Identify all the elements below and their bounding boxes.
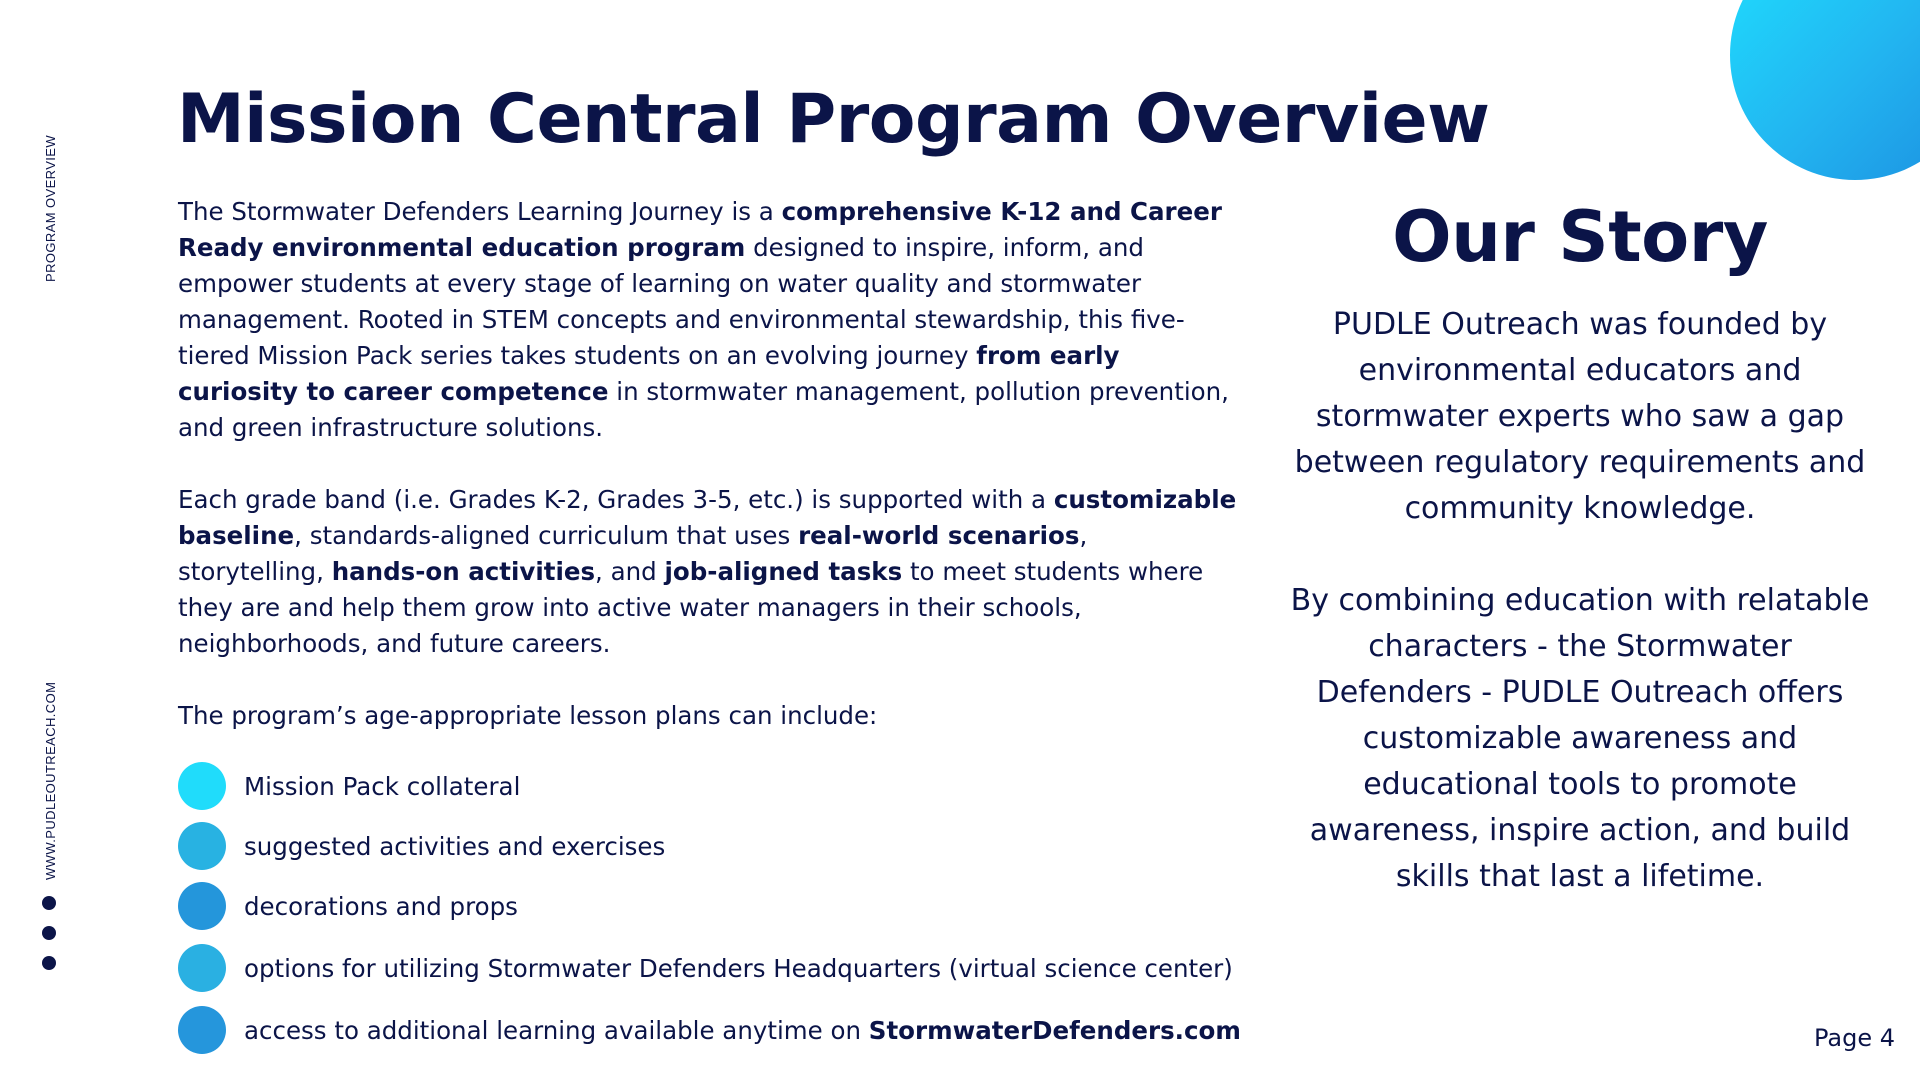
bold-text: from early curiosity to career competence <box>178 341 1120 406</box>
story-title: Our Story <box>1392 196 1768 278</box>
list-item <box>178 1006 1318 1054</box>
text-run: , storytelling, <box>178 521 1088 586</box>
story-text <box>1290 302 1870 946</box>
overview-paragraph-3: The program’s age-appropriate lesson plans can include: <box>178 701 878 730</box>
list-item-text <box>244 954 1233 983</box>
text-run: The Stormwater Defenders Learning Journey is a <box>178 197 782 226</box>
story-paragraph-1: PUDLE Outreach was founded by environmental educators and stormwater experts who saw a gap between regulatory requirements and community knowledge. <box>1294 307 1866 526</box>
text-run: in stormwater management, pollution prevention, and green infrastructure solutions. <box>178 377 1229 442</box>
bold-text: comprehensive K-12 and Career Ready environmental education program <box>178 197 1222 262</box>
text-run: Each grade band (i.e. Grades K-2, Grades 3-5, etc.) is supported with a <box>178 485 1054 514</box>
bold-text: customizable baseline <box>178 485 1237 550</box>
story-paragraph-2: By combining education with relatable characters - the Stormwater Defenders - PUDLE Outreach offers customizable awareness and educational tools to promote awareness, inspire action, and build skills that last a lifetime. <box>1290 583 1870 894</box>
text-run: to meet students where they are and help them grow into active water managers in their schools, neighborhoods, and future careers. <box>178 557 1204 658</box>
list-item-text <box>244 772 520 801</box>
decorative-corner-circle <box>1730 0 1920 180</box>
bullet-circle-icon <box>178 1006 226 1054</box>
text-run: options for utilizing Stormwater Defenders Headquarters (virtual science center) <box>244 953 1233 983</box>
text-run: access to additional learning available anytime on <box>244 1015 869 1045</box>
dot-icon <box>42 926 56 940</box>
text-run: decorations and props <box>244 891 518 921</box>
overview-paragraph-2 <box>178 482 1238 662</box>
list-item <box>178 944 1318 992</box>
bullet-circle-icon <box>178 944 226 992</box>
text-run: suggested activities and exercises <box>244 831 666 861</box>
list-item-text <box>244 1016 1241 1045</box>
list-item <box>178 762 1318 810</box>
bold-text: job-aligned tasks <box>664 557 903 586</box>
list-item <box>178 822 1318 870</box>
list-item-text <box>244 892 518 921</box>
section-label: PROGRAM OVERVIEW <box>43 134 58 282</box>
page-number: Page 4 <box>1814 1024 1895 1052</box>
dot-icon <box>42 956 56 970</box>
text-run: , and <box>595 557 665 586</box>
bullet-circle-icon <box>178 882 226 930</box>
decorative-dots <box>42 896 58 986</box>
text-run: Mission Pack collateral <box>244 771 521 801</box>
bold-text: StormwaterDefenders.com <box>868 1015 1241 1045</box>
text-run: , standards-aligned curriculum that uses <box>294 521 799 550</box>
list-item <box>178 882 1318 930</box>
dot-icon <box>42 896 56 910</box>
page-title: Mission Central Program Overview <box>177 80 1490 159</box>
bold-text: real-world scenarios <box>798 521 1080 550</box>
website-label: WWW.PUDLEOUTREACH.COM <box>43 681 58 880</box>
bold-text: hands-on activities <box>331 557 596 586</box>
overview-paragraph-1 <box>178 194 1238 446</box>
text-run: designed to inspire, inform, and empower students at every stage of learning on water quality and stormwater management. Rooted in STEM concepts and environmental stewardship, this five-tiered Mission Pack series takes students on an evolving journey <box>178 233 1185 370</box>
bullet-circle-icon <box>178 822 226 870</box>
bullet-circle-icon <box>178 762 226 810</box>
overview-text <box>178 194 1238 770</box>
list-item-text <box>244 832 665 861</box>
